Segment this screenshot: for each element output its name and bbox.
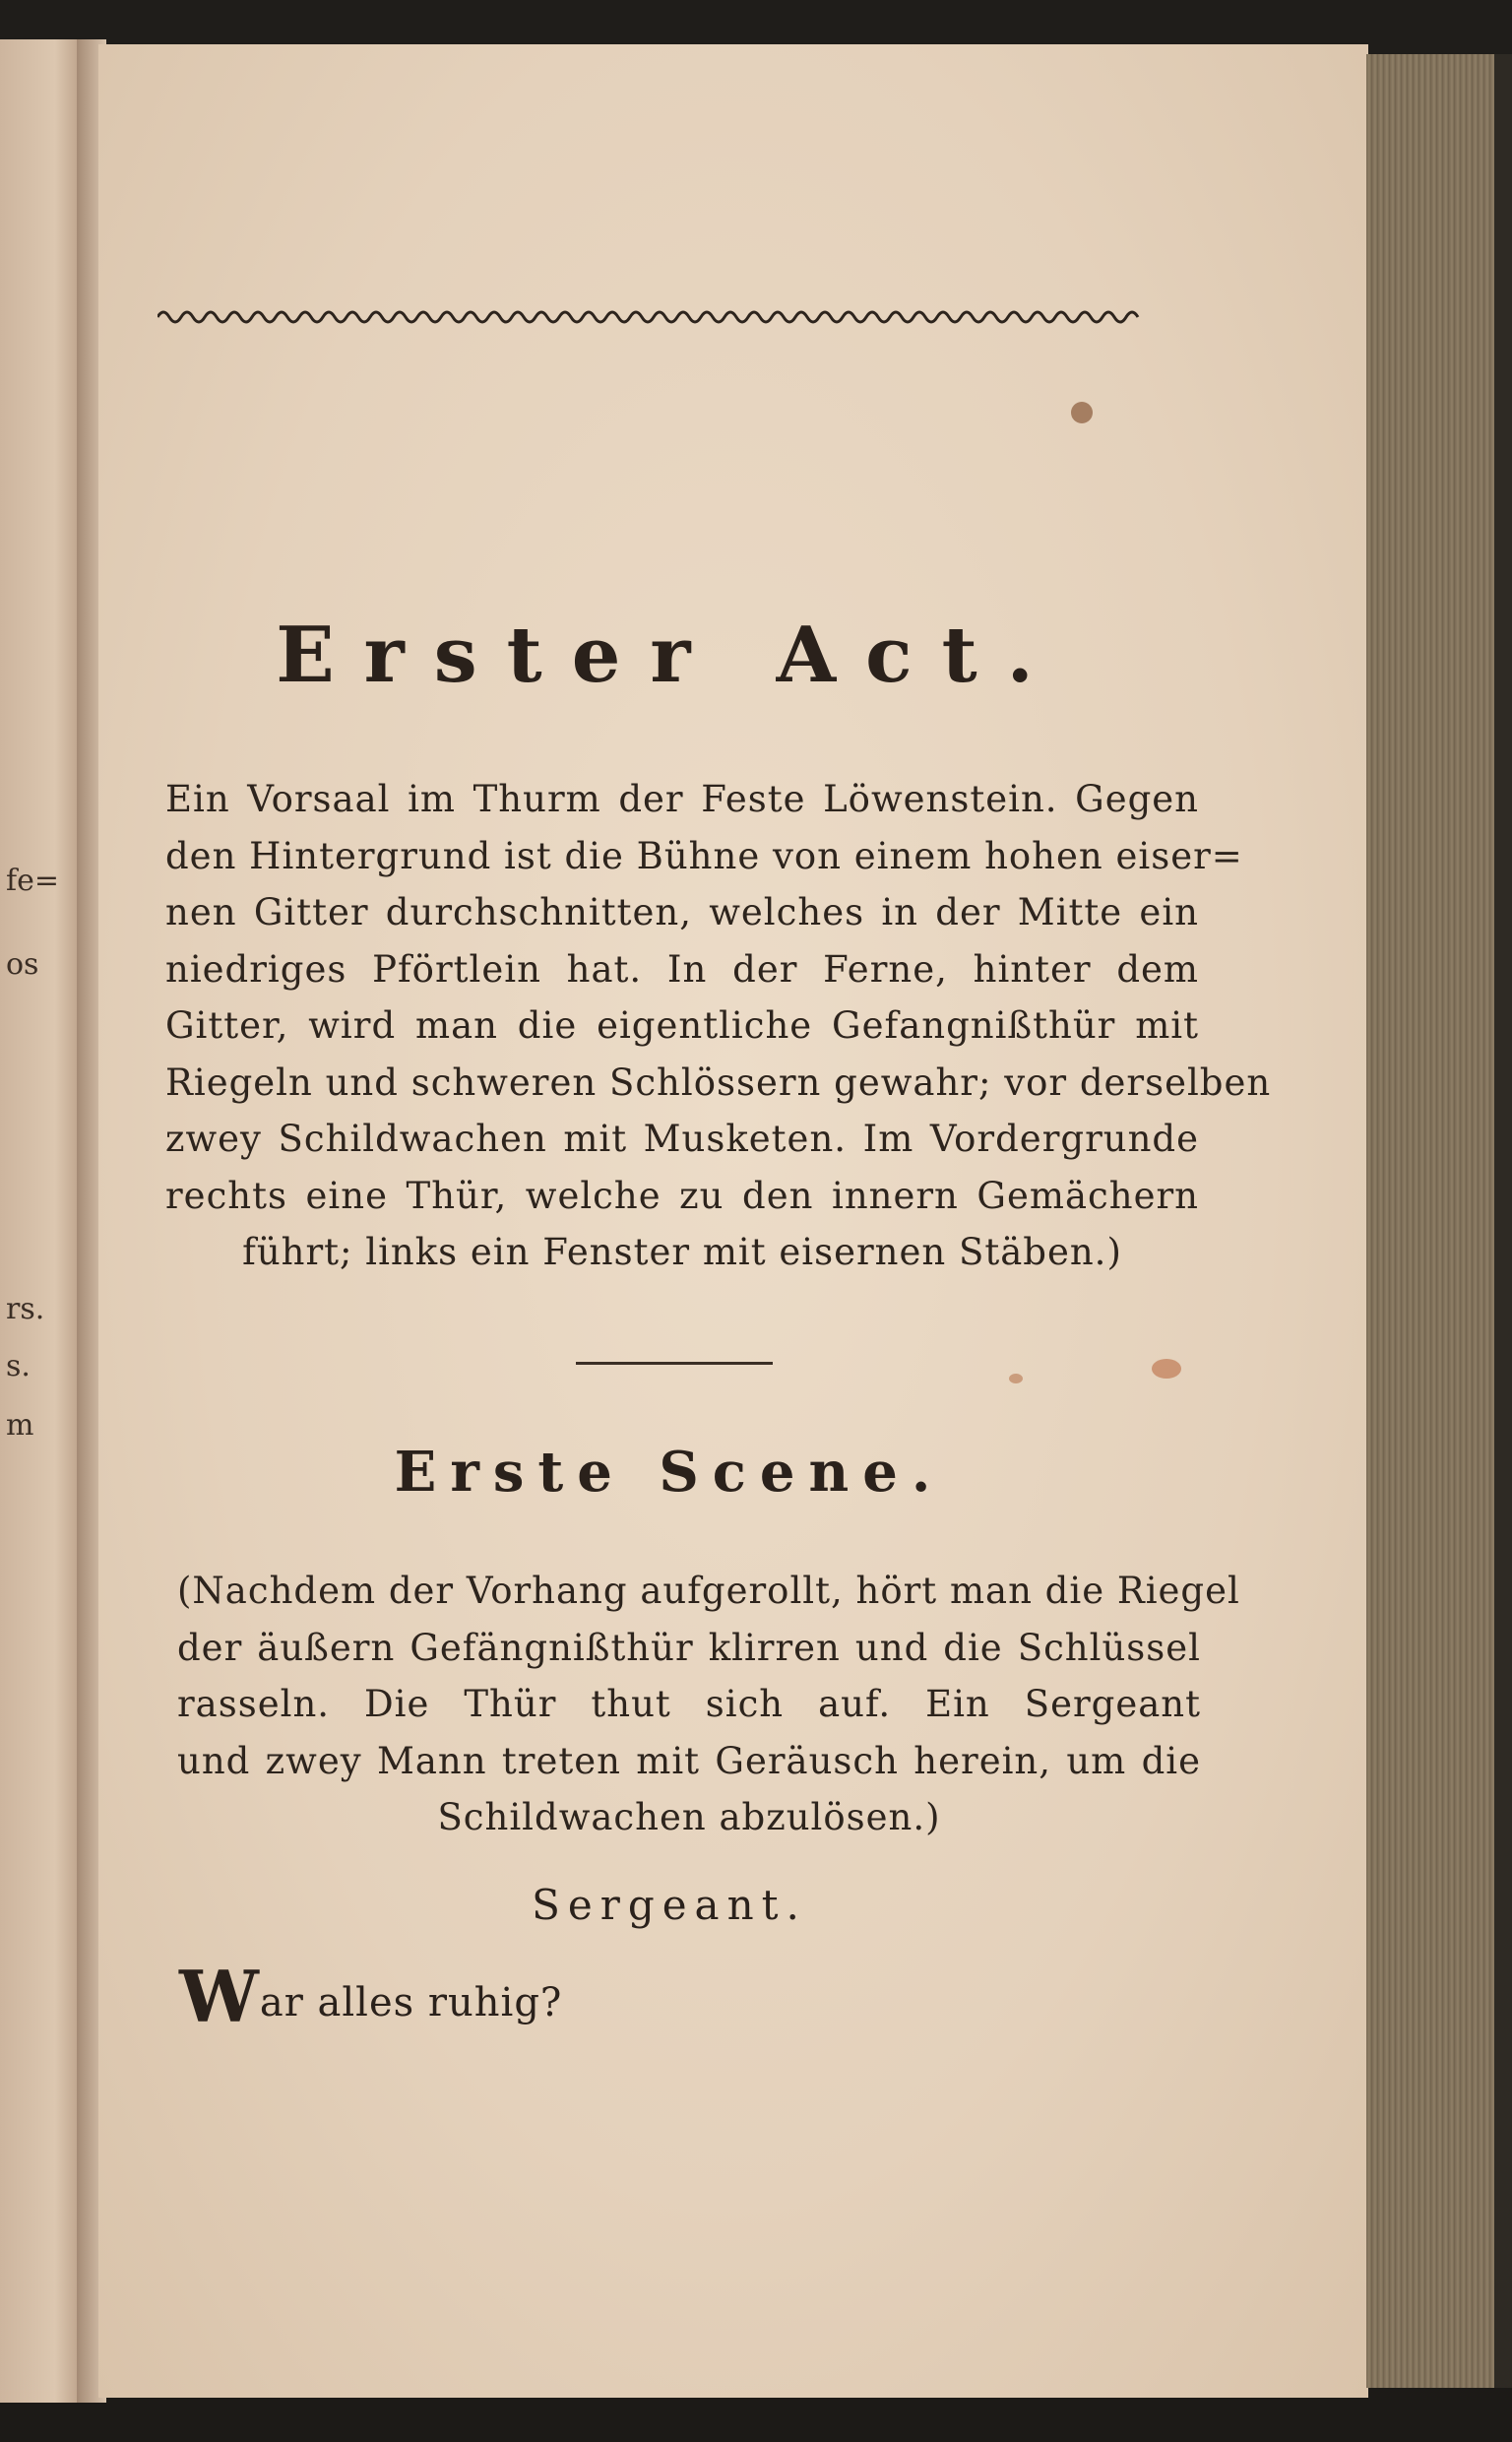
text-line: führt; links ein Fenster mit eisernen Stäben.) [242,1231,1122,1273]
text-line: zwey Schildwachen mit Musketen. Im Vordergrunde [165,1118,1199,1160]
text-line: nen Gitter durchschnitten, welches in der Mitte ein [165,891,1199,933]
text-line: (Nachdem der Vorhang aufgerollt, hört man die Riegel [177,1570,1240,1612]
text-line: Schildwachen abzulösen.) [437,1796,941,1838]
page-block-edges [1366,54,1512,2388]
drop-initial: W [179,1955,260,2038]
text-line: rasseln. Die Thür thut sich auf. Ein Sergeant [177,1683,1201,1725]
left-page-edge [0,39,79,2403]
ornamental-rule [158,305,1142,329]
act-title: Erster Act. [276,610,1063,700]
paper-stain [1071,402,1093,423]
text-line: Riegeln und schweren Schlössern gewahr; vor derselben [165,1060,1272,1104]
scene-title: Erste Scene. [394,1440,945,1505]
text-line: niedriges Pförtlein hat. In der Ferne, hinter dem [165,947,1199,991]
text-line: der äußern Gefängnißthür klirren und die Schlüssel [177,1626,1201,1669]
left-page-fragment: rs. [6,1292,45,1326]
left-page-fragment: m [6,1408,34,1443]
stage-direction-scene [177,1563,1240,1846]
text-line: Ein Vorsaal im Thurm der Feste Löwenstein. Gegen [165,778,1199,820]
paper-stain [1009,1374,1023,1383]
text-line: rechts eine Thür, welche zu den innern Gemächern [165,1174,1199,1217]
paper-stain [1152,1359,1181,1379]
stage-direction-setting [165,771,1272,1281]
spoken-line [179,1955,562,2038]
text-line: und zwey Mann treten mit Geräusch herein, um die [177,1739,1201,1782]
text-line: Gitter, wird man die eigentliche Gefangnißthür mit [165,1004,1199,1047]
left-page-fragment: os [6,947,39,982]
left-page-fragment: fe= [6,864,59,898]
text-line: den Hintergrund ist die Bühne von einem hohen eiser= [165,834,1243,877]
section-separator [576,1362,773,1365]
left-page-fragment: s. [6,1349,31,1383]
spoken-line-text: ar alles ruhig? [259,1980,563,2025]
speaker-name: Sergeant. [532,1881,807,1929]
